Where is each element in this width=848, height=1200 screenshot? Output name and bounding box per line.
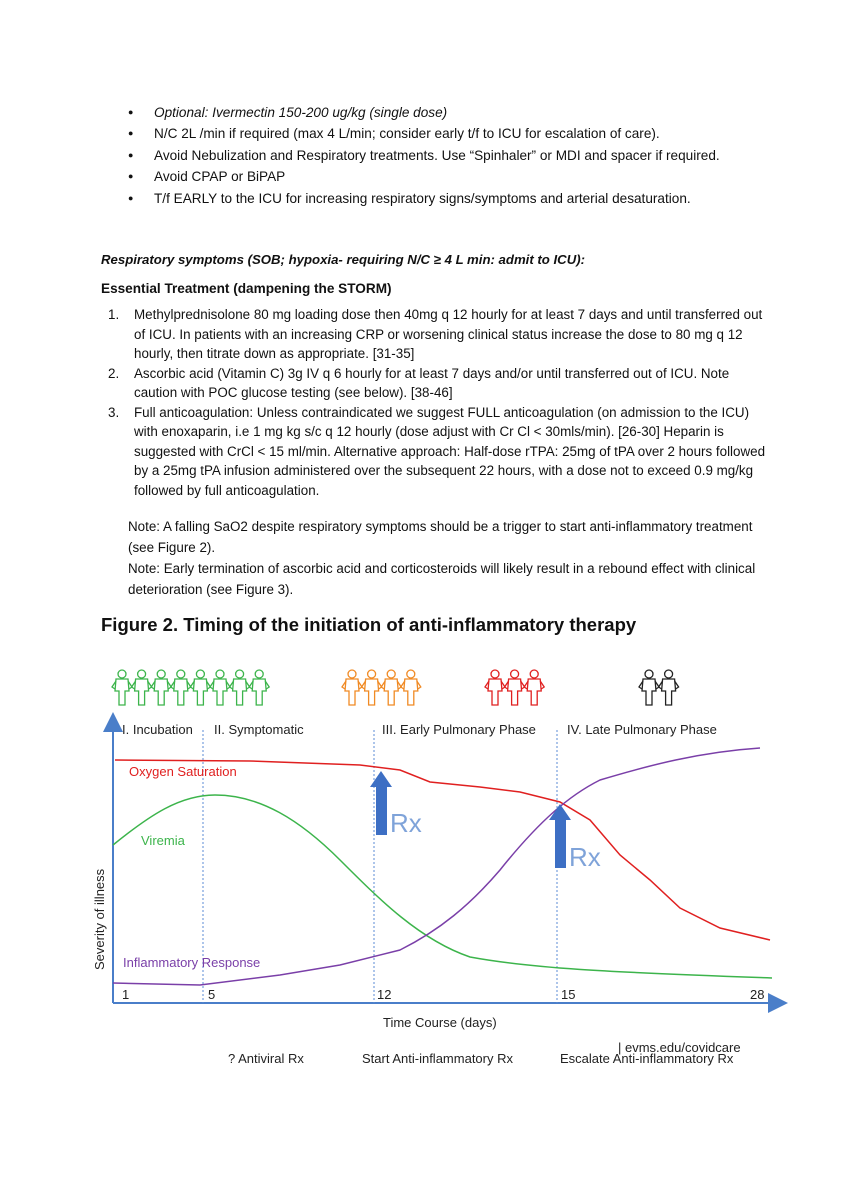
x-tick-15: 15	[561, 987, 576, 1002]
essential-treatment-heading: Essential Treatment (dampening the STORM)	[101, 281, 392, 296]
people-group	[342, 670, 421, 705]
antiviral-rx-label: ? Antiviral Rx	[228, 1051, 304, 1066]
person-icon	[381, 670, 401, 705]
person-icon	[230, 670, 250, 705]
source-credit: | evms.edu/covidcare	[618, 1040, 741, 1055]
person-icon	[190, 670, 210, 705]
person-icon	[639, 670, 659, 705]
people-group	[485, 670, 544, 705]
start-anti-inflammatory-label: Start Anti-inflammatory Rx	[362, 1051, 513, 1066]
person-icon	[524, 670, 544, 705]
viremia-curve	[113, 795, 772, 978]
rx-label-early: Rx	[390, 808, 422, 838]
treatment-text: Full anticoagulation: Unless contraindicated we suggest FULL anticoagulation (on admission to the ICU) with enoxaparin, i.e 1 mg kg s/c q 12 hourly (dose adjust with Cr Cl < 30mls/min). [26-30] Heparin is suggested with CrCl < 15 ml/min. Alternative approach: Half-dose rTPA: 25mg of tPA over 2 hours followed by a 25mg tPA infusion administered over the subsequent 22 hours, with a dose not to exceed 0.9 mg/kg followed by full anticoagulation.	[134, 404, 766, 498]
person-icon	[151, 670, 171, 705]
note-2: Note: Early termination of ascorbic acid and corticosteroids will likely result in a rebound effect with clinical deterioration (see Figure 3).	[128, 561, 756, 597]
oxygen-saturation-curve	[115, 760, 770, 940]
x-tick-5: 5	[208, 987, 216, 1002]
people-row	[112, 670, 679, 705]
inflammatory-response-label: Inflammatory Response	[123, 955, 261, 970]
person-icon	[171, 670, 191, 705]
phase-label-late-pulmonary: IV. Late Pulmonary Phase	[567, 722, 717, 737]
x-axis-label: Time Course (days)	[383, 1015, 497, 1030]
person-icon	[362, 670, 382, 705]
person-icon	[505, 670, 525, 705]
person-icon	[485, 670, 505, 705]
person-icon	[249, 670, 269, 705]
treatment-number: 2.	[108, 365, 120, 381]
phase-label-early-pulmonary: III. Early Pulmonary Phase	[382, 722, 536, 737]
phase-label-incubation: I. Incubation	[122, 722, 193, 737]
people-group	[639, 670, 679, 705]
bullet-item: ● T/f EARLY to the ICU for increasing respiratory signs/symptoms and arterial desaturation.	[128, 188, 818, 209]
figure-title: Figure 2. Timing of the initiation of anti-inflammatory therapy	[101, 614, 637, 635]
treatment-text: Methylprednisolone 80 mg loading dose then 40mg q 12 hourly for at least 7 days and until transferred out of ICU. In patients with an increasing CRP or worsening clinical status increase the dose to 80 mg q 12 hourly, then titrate down as appropriate. [31-35]	[134, 307, 763, 361]
person-icon	[112, 670, 132, 705]
rx-arrow-early	[370, 771, 422, 838]
phase-label-symptomatic: II. Symptomatic	[214, 722, 304, 737]
person-icon	[210, 670, 230, 705]
respiratory-heading: Respiratory symptoms (SOB; hypoxia- requiring N/C ≥ 4 L min: admit to ICU):	[101, 252, 585, 267]
treatment-number: 1.	[108, 307, 120, 322]
person-icon	[401, 670, 421, 705]
treatment-text: Ascorbic acid (Vitamin C) 3g IV q 6 hourly for at least 7 days and/or until transferred out of ICU. Note caution with POC glucose testing (see below). [38-46]	[134, 365, 730, 400]
x-tick-28: 28	[750, 987, 765, 1002]
bullet-item: ● Avoid Nebulization and Respiratory treatments. Use “Spinhaler” or MDI and spacer if required.	[128, 145, 818, 166]
rx-arrow-late	[549, 804, 601, 872]
escalate-anti-inflammatory-label: Escalate Anti-inflammatory Rx	[560, 1051, 734, 1066]
treatment-number: 3.	[108, 404, 120, 420]
y-axis-label: Severity of illness	[92, 868, 107, 970]
note-1: Note: A falling SaO2 despite respiratory symptoms should be a trigger to start anti-inflammatory treatment (see Figure 2).	[128, 519, 753, 555]
person-icon	[342, 670, 362, 705]
x-tick-1: 1	[122, 987, 130, 1002]
bullet-item: ● N/C 2L /min if required (max 4 L/min; consider early t/f to ICU for escalation of care).	[128, 123, 818, 144]
bullet-item: ● Optional: Ivermectin 150-200 ug/kg (single dose)	[128, 102, 818, 123]
people-group	[112, 670, 269, 705]
oxygen-saturation-label: Oxygen Saturation	[129, 764, 237, 779]
viremia-label: Viremia	[141, 833, 185, 848]
person-icon	[132, 670, 152, 705]
bullet-item: ● Avoid CPAP or BiPAP	[128, 166, 818, 187]
rx-label-late: Rx	[569, 842, 601, 872]
inflammatory-response-curve	[113, 748, 760, 985]
person-icon	[659, 670, 679, 705]
x-tick-12: 12	[377, 987, 392, 1002]
